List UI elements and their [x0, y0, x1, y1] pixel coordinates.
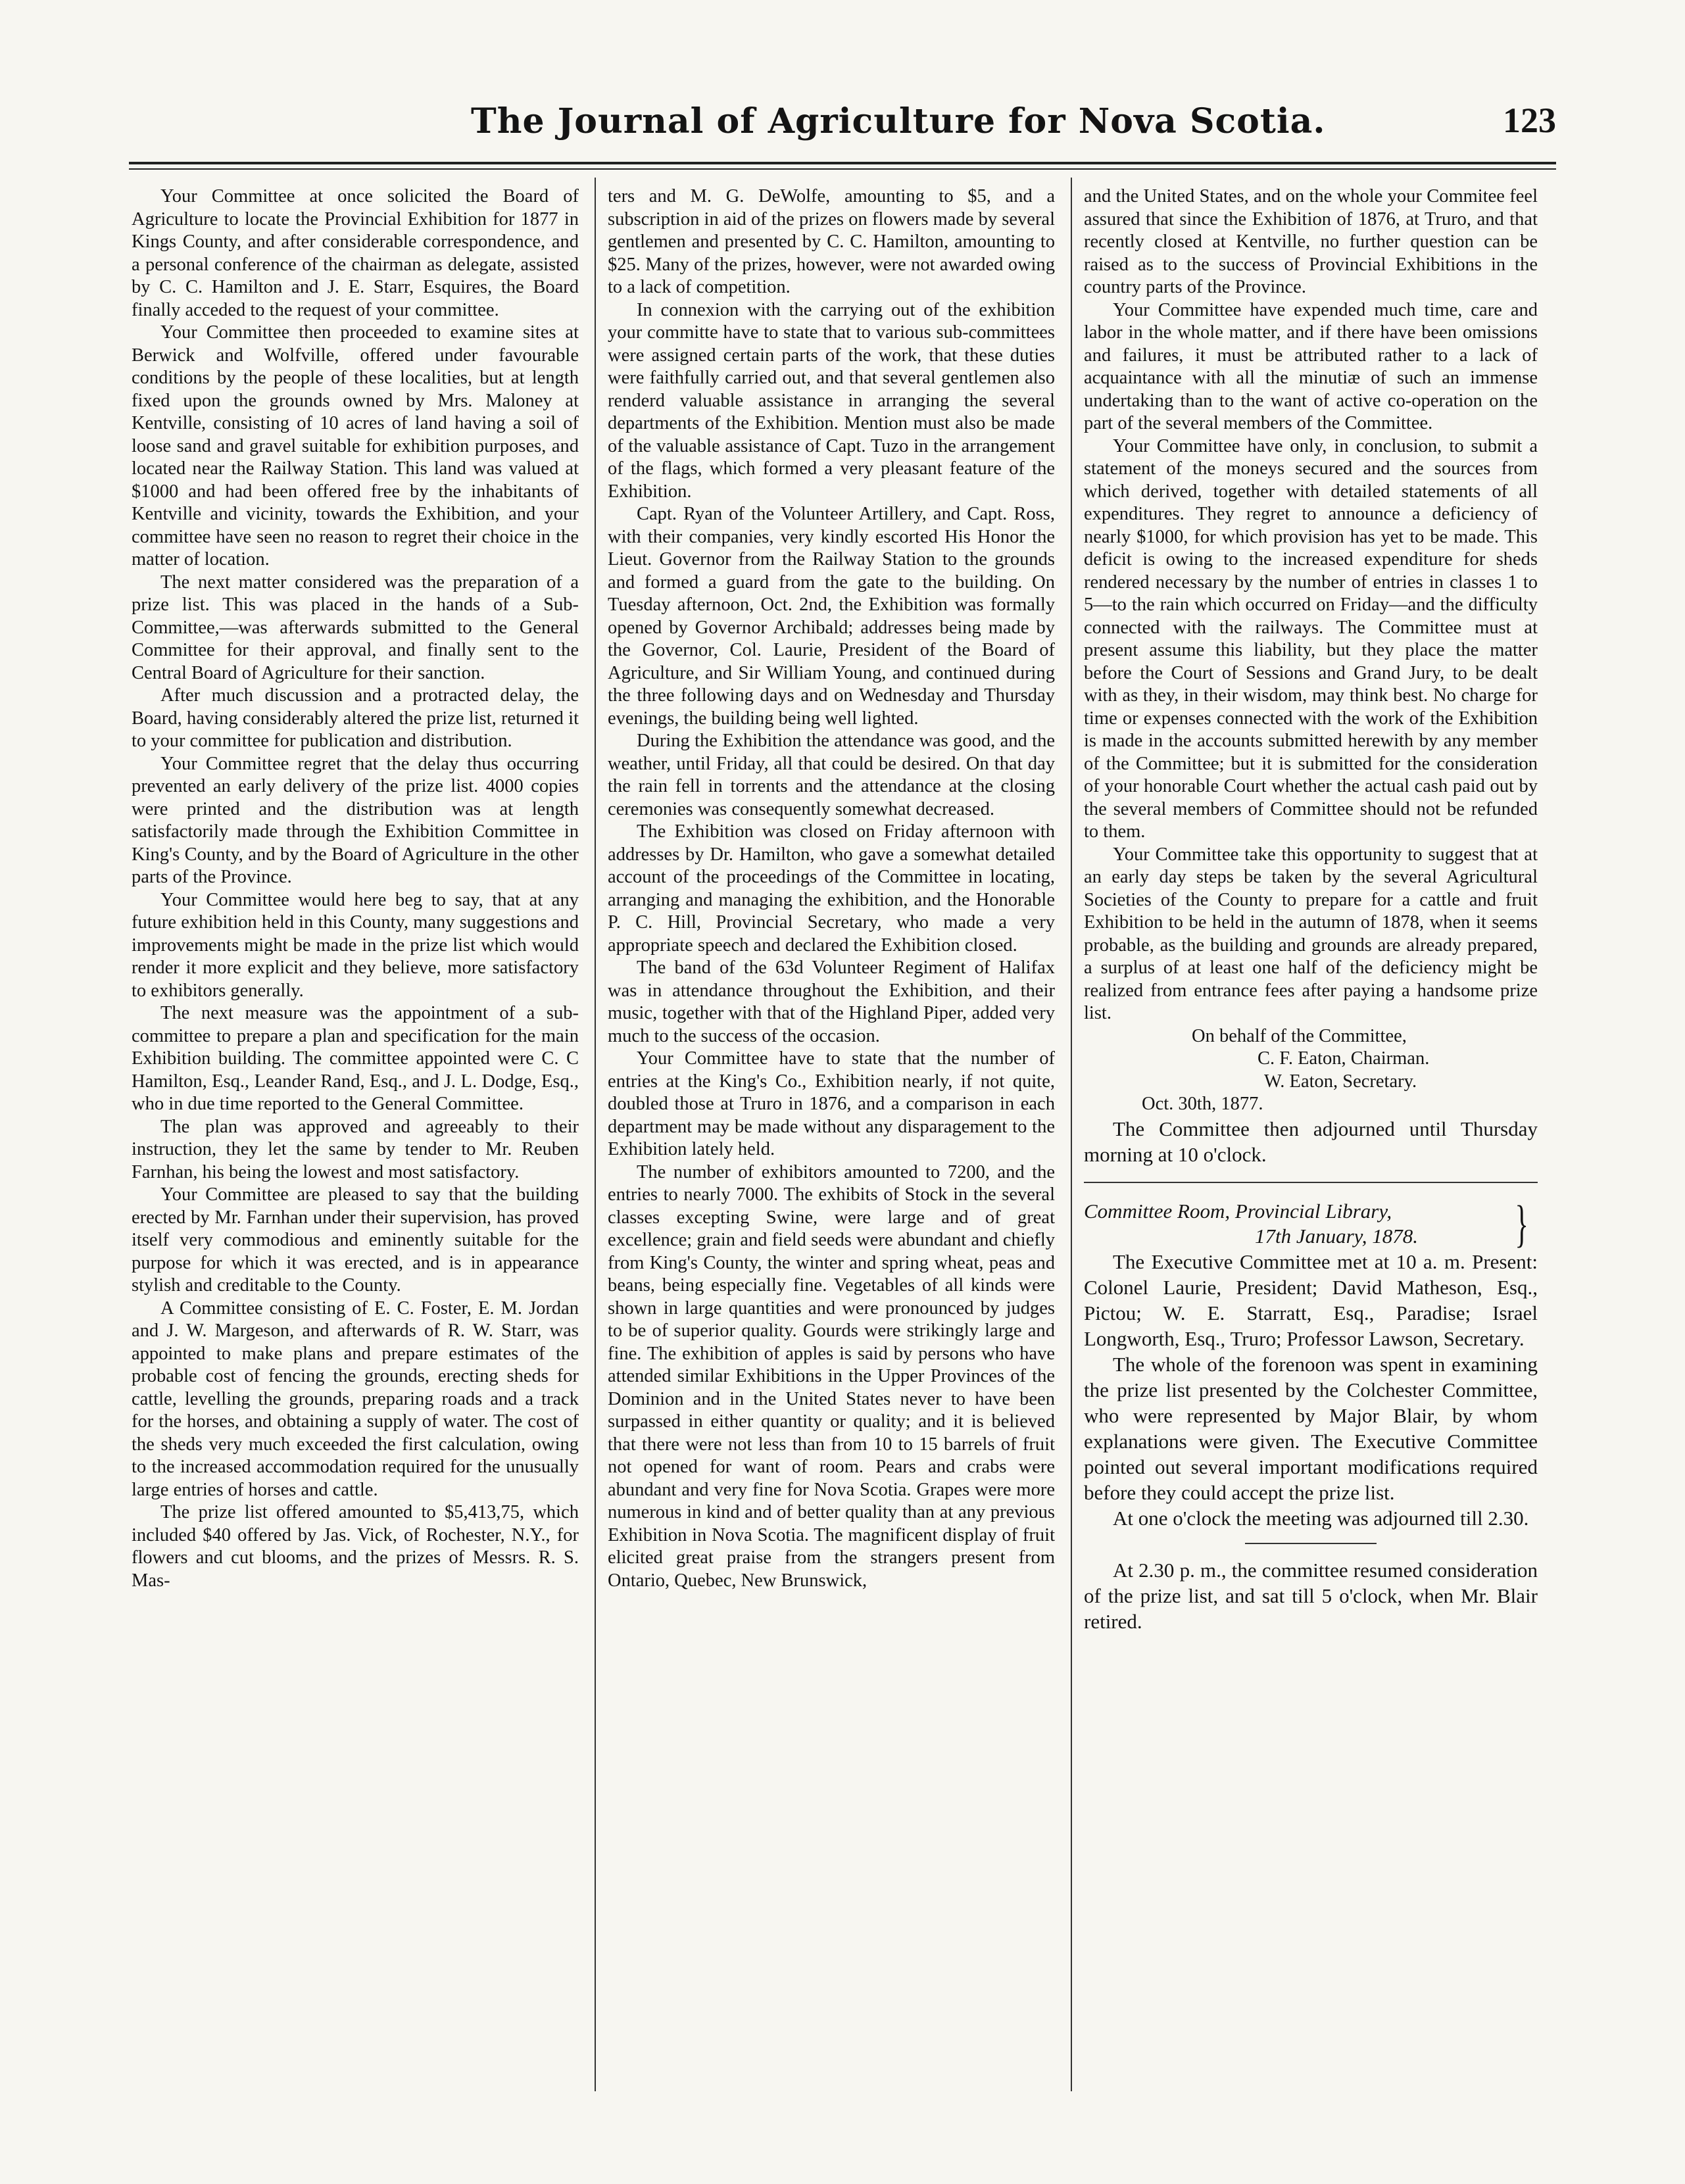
- paragraph: Your Committee at once solicited the Board of Agriculture to locate the Provincial Exhibition for 1877 in Kings County, and after considerable correspondence, and a personal conference of the chairman as delegate, assisted by C. C. Hamilton and J. E. Starr, Esquires, the Board finally acceded to the request of your committee.: [132, 186, 579, 320]
- paragraph: The number of exhibitors amounted to 7200, and the entries to nearly 7000. The exhibits of Stock in the several classes excepting Swine, were large and of great excellence; grain and field seeds were abundant and chiefly from King's County, the winter and spring wheat, peas and beans, being especially fine. Vegetables of all kinds were shown in large quantities and were pronounced by judges to be of superior quality. Gourds were strikingly large and fine. The exhibition of apples is said by persons who have attended similar Exhibitions in the Upper Provinces of the Dominion and in the United States never to have been surpassed in either quantity or quality; and it is believed that there were not less than from 10 to 15 barrels of fruit not opened for want of room. Pears and crabs were abundant and very fine for Nova Scotia. Grapes were more numerous in kind and of better quality than at any previous Exhibition in Nova Scotia. The magnificent display of fruit elicited great praise from the strangers present from Ontario, Quebec, New Brunswick,: [608, 1161, 1055, 1591]
- signoff-secretary: W. Eaton, Secretary.: [1264, 1071, 1417, 1092]
- column-3: [1084, 185, 1538, 1634]
- paragraph: Your Committee are pleased to say that the building erected by Mr. Farnhan under their supervision, has proved itself very commodious and eminently suitable for the purpose for which it was erected, and is in appearance stylish and creditable to the County.: [132, 1184, 579, 1296]
- paragraph: ters and M. G. DeWolfe, amounting to $5, and a subscription in aid of the prizes on flowers made by several gentlemen and presented by C. C. Hamilton, amounting to $25. Many of the prizes, however, were not awarded owing to a lack of competition.: [608, 186, 1055, 297]
- signoff-chairman: C. F. Eaton, Chairman.: [1258, 1048, 1430, 1069]
- page-header: [129, 97, 1556, 150]
- column-2: [608, 185, 1055, 1592]
- paragraph: Your Committee have only, in conclusion, to submit a statement of the moneys secured and the sources from which derived, together with detailed statements of all expenditures. They regret to announce a deficiency of nearly $1000, for which provision has yet to be made. This deficit is owing to the increased expenditure for sheds rendered necessary by the number of entries in classes 1 to 5—to the rain which occurred on Friday—and the difficulty connected with the railways. The Committee must at present assume this liability, but they place the matter before the Court of Sessions and Grand Jury, to be dealt with as they, in their wisdom, may think best. No charge for time or expenses connected with the work of the Exhibition is made in the accounts submitted herewith by any member of the Committee; but it is submitted for the consideration of your honorable Court whether the actual cash paid out by the several members of Committee should not be refunded to them.: [1084, 435, 1538, 842]
- paragraph: In connexion with the carrying out of the exhibition your committe have to state that to various sub-committees were assigned certain parts of the work, that these duties were faithfully carried out, and that several gentlemen also renderd valuable assistance in arranging the several departments of the Exhibition. Mention must also be made of the valuable assistance of Capt. Tuzo in the arrangement of the flags, which formed a very pleasant feature of the Exhibition.: [608, 299, 1055, 502]
- header-rule: [129, 162, 1556, 164]
- paragraph: Your Committee would here beg to say, that at any future exhibition held in this County, many suggestions and improvements might be made in the prize list which would render it more explicit and they believe, more satisfactory to exhibitors generally.: [132, 889, 579, 1001]
- dateline: [1084, 1194, 1538, 1252]
- paragraph: The next matter considered was the preparation of a prize list. This was placed in the hands of a Sub-Committee,—was afterwards submitted to the General Committee for their approval, and finally sent to the Central Board of Agriculture for their sanction.: [132, 571, 579, 683]
- paragraph: The next measure was the appointment of a sub-committee to prepare a plan and specification for the main Exhibition building. The committee appointed were C. C Hamilton, Esq., Leander Rand, Esq., and J. L. Dodge, Esq., who in due time reported to the General Committee.: [132, 1003, 579, 1114]
- paragraph: The Committee then adjourned until Thursday morning at 10 o'clock.: [1084, 1117, 1538, 1166]
- column-divider: [1071, 178, 1072, 2091]
- paragraph: After much discussion and a protracted delay, the Board, having considerably altered the prize list, returned it to your committee for publication and distribution.: [132, 685, 579, 751]
- brace-icon: }: [1514, 1194, 1528, 1252]
- dateline-date: 17th January, 1878.: [1255, 1224, 1418, 1248]
- header-rule-thin: [129, 168, 1556, 170]
- paragraph: The plan was approved and agreeably to their instruction, they let the same by tender to Mr. Reuben Farnhan, his being the lowest and most satisfactory.: [132, 1116, 579, 1182]
- page-number: 123: [1503, 101, 1556, 140]
- paragraph: Your Committee have expended much time, care and labor in the whole matter, and if there have been omissions and failures, it must be attributed rather to a lack of acquaintance with all the minutiæ of such an immense undertaking than to the want of active co-operation on the part of the several members of the Committee.: [1084, 299, 1538, 433]
- column-1: [132, 185, 579, 1592]
- paragraph: The prize list offered amounted to $5,413,75, which included $40 offered by Jas. Vick, of Rochester, N.Y., for flowers and cut blooms, and the prizes of Messrs. R. S. Mas-: [132, 1502, 579, 1591]
- paragraph: Your Committee have to state that the number of entries at the King's Co., Exhibition nearly, if not quite, doubled those at Truro in 1876, and a comparison in each department may be made without any disparagement to the Exhibition lately held.: [608, 1048, 1055, 1159]
- column-divider: [595, 178, 596, 2091]
- paragraph: Your Committee then proceeded to examine sites at Berwick and Wolfville, offered under favourable conditions by the people of these localities, but at length fixed upon the grounds owned by Mrs. Maloney at Kentville, consisting of 10 acres of land having a soil of loose sand and gravel suitable for exhibition purposes, and located near the Railway Station. This land was valued at $1000 and had been offered free by the inhabitants of Kentville and vicinity, towards the Exhibition, and your committee have seen no reason to regret their choice in the matter of location.: [132, 322, 579, 570]
- paragraph: Your Committee take this opportunity to suggest that at an early day steps be taken by the several Agricultural Societies of the County to prepare for a cattle and fruit Exhibition to be held in the autumn of 1878, when it seems probable, as the building and grounds are already prepared, a surplus of at least one half of the deficiency might be realized from entrance fees after paying a handsome prize list.: [1084, 844, 1538, 1023]
- paragraph: The band of the 63d Volunteer Regiment of Halifax was in attendance throughout the Exhibition, and their music, together with that of the Highland Piper, added very much to the success of the occasion.: [608, 958, 1055, 1046]
- running-title: The Journal of Agriculture for Nova Scotia.: [471, 101, 1326, 141]
- paragraph: The Executive Committee met at 10 a. m. Present: Colonel Laurie, President; David Matheson, Esq., Pictou; W. E. Starratt, Esq., Paradise; Israel Longworth, Esq., Truro; Professor Lawson, Secretary.: [1084, 1250, 1538, 1350]
- dateline-place: Committee Room, Provincial Library,: [1084, 1199, 1392, 1223]
- signoff-date: Oct. 30th, 1877.: [1142, 1094, 1263, 1114]
- paragraph: At one o'clock the meeting was adjourned till 2.30.: [1113, 1506, 1529, 1530]
- paragraph: Your Committee regret that the delay thus occurring prevented an early delivery of the prize list. 4000 copies were printed and the distribution was at length satisfactorily made through the Exhibition Committee in King's County, and by the Board of Agriculture in the other parts of the Province.: [132, 753, 579, 887]
- signoff-line: On behalf of the Committee,: [1192, 1025, 1407, 1046]
- paragraph: During the Exhibition the attendance was good, and the weather, until Friday, all that could be desired. On that day the rain fell in torrents and the attendance at the closing ceremonies was consequently somewhat decreased.: [608, 731, 1055, 819]
- section-rule: [1084, 1182, 1538, 1183]
- paragraph: A Committee consisting of E. C. Foster, E. M. Jordan and J. W. Margeson, and afterwards of R. W. Starr, was appointed to make plans and prepare estimates of the probable cost of fencing the grounds, erecting sheds for cattle, levelling the grounds, preparing roads and a track for the horses, and obtaining a supply of water. The cost of the sheds very much exceeded the first calculation, owing to the increased accommodation required for the unusually large entries of horses and cattle.: [132, 1298, 579, 1500]
- section-rule: [1245, 1543, 1377, 1544]
- paragraph: and the United States, and on the whole your Commitee feel assured that since the Exhibition of 1876, at Truro, and that recently closed at Kentville, no further question can be raised as to the success of Provincial Exhibitions in the country parts of the Province.: [1084, 186, 1538, 297]
- paragraph: At 2.30 p. m., the committee resumed consideration of the prize list, and sat till 5 o'clock, when Mr. Blair retired.: [1084, 1558, 1538, 1633]
- paragraph: Capt. Ryan of the Volunteer Artillery, and Capt. Ross, with their companies, very kindly escorted His Honor the Lieut. Governor from the Railway Station to the grounds and formed a guard from the gate to the building. On Tuesday afternoon, Oct. 2nd, the Exhibition was formally opened by Governor Archibald; addresses being made by the Governor, Col. Laurie, President of the Board of Agriculture, and Sir William Young, and continued during the three following days and on Wednesday and Thursday evenings, the building being well lighted.: [608, 504, 1055, 729]
- paragraph: The Exhibition was closed on Friday afternoon with addresses by Dr. Hamilton, who gave a somewhat detailed account of the proceedings of the Committee in locating, arranging and managing the exhibition, and the Honorable P. C. Hill, Provincial Secretary, who made a very appropriate speech and declared the Exhibition closed.: [608, 821, 1055, 956]
- paragraph: The whole of the forenoon was spent in examining the prize list presented by the Colchester Committee, who were represented by Major Blair, by whom explanations were given. The Executive Committee pointed out several important modifications required before they could accept the prize list.: [1084, 1352, 1538, 1504]
